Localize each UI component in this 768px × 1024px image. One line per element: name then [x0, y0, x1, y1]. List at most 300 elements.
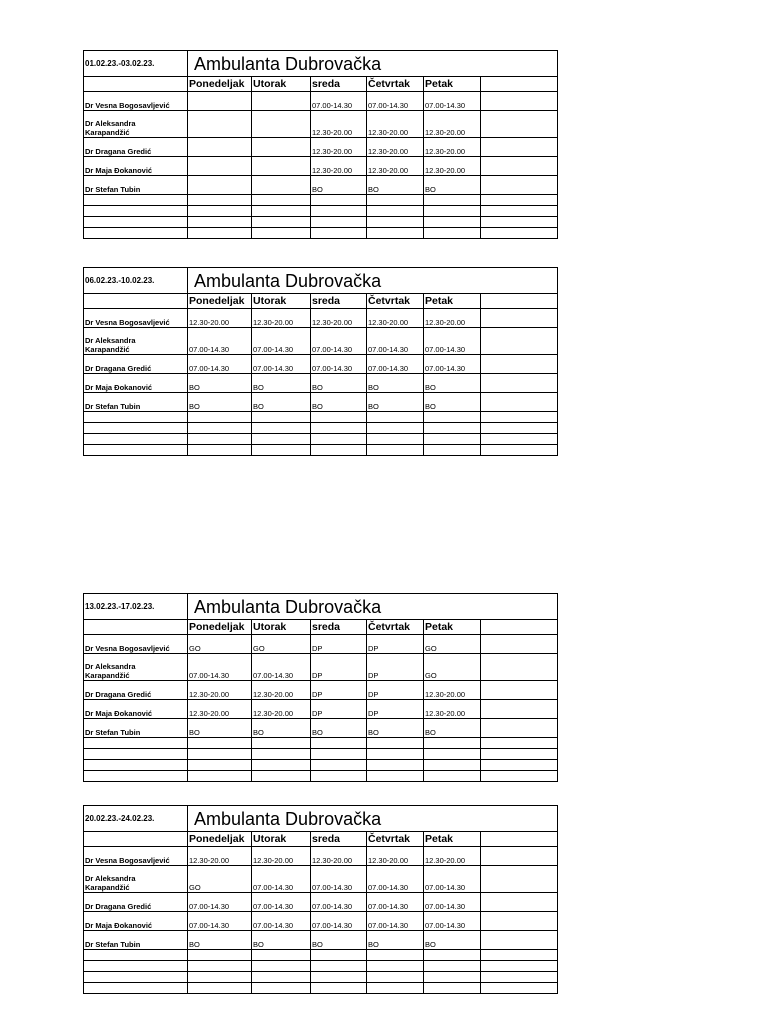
doctor-name [84, 654, 188, 681]
shift-cell: GO [424, 635, 481, 654]
extra-column-cell [481, 931, 558, 950]
doctor-name [84, 719, 188, 738]
empty-cell [311, 412, 367, 423]
empty-cell [252, 950, 311, 961]
doctor-row [84, 92, 558, 111]
empty-cell [252, 206, 311, 217]
doctor-row [84, 931, 558, 950]
date-range: 06.02.23.-10.02.23. [84, 268, 188, 294]
shift-cell: 07.00-14.30 [252, 866, 311, 893]
corner-cell [84, 832, 188, 847]
empty-cell [424, 983, 481, 994]
shift-cell: BO [367, 719, 424, 738]
shift-cell: 12.30-20.00 [252, 309, 311, 328]
shift-cell: 07.00-14.30 [424, 866, 481, 893]
doctor-row [84, 866, 558, 893]
extra-column-cell [481, 635, 558, 654]
extra-column-cell [481, 111, 558, 138]
shift-cell: 12.30-20.00 [367, 309, 424, 328]
date-range: 20.02.23.-24.02.23. [84, 806, 188, 832]
empty-cell [481, 771, 558, 782]
empty-row [84, 771, 558, 782]
doctor-row [84, 157, 558, 176]
extra-column-cell [481, 912, 558, 931]
clinic-title: Ambulanta Dubrovačka [188, 51, 558, 77]
empty-cell [84, 961, 188, 972]
empty-cell [188, 434, 252, 445]
shift-cell: 12.30-20.00 [424, 700, 481, 719]
empty-cell [481, 445, 558, 456]
doctor-row [84, 309, 558, 328]
doctor-name [84, 393, 188, 412]
empty-cell [84, 771, 188, 782]
shift-cell [188, 176, 252, 195]
shift-cell: 12.30-20.00 [252, 700, 311, 719]
shift-cell: BO [367, 931, 424, 950]
doctor-name-line: Dr Stefan Tubin [85, 728, 141, 737]
empty-cell [84, 423, 188, 434]
empty-cell [481, 228, 558, 239]
empty-cell [481, 749, 558, 760]
empty-cell [424, 195, 481, 206]
shift-cell: 12.30-20.00 [311, 157, 367, 176]
shift-cell: 12.30-20.00 [252, 681, 311, 700]
doctor-name [84, 847, 188, 866]
shift-cell: BO [252, 374, 311, 393]
empty-cell [84, 760, 188, 771]
doctor-name [84, 893, 188, 912]
empty-row [84, 228, 558, 239]
empty-cell [188, 771, 252, 782]
shift-cell: BO [367, 176, 424, 195]
day-header: Četvrtak [367, 832, 424, 847]
empty-cell [311, 983, 367, 994]
shift-cell: 07.00-14.30 [424, 355, 481, 374]
shift-cell: 07.00-14.30 [252, 355, 311, 374]
extra-column-cell [481, 654, 558, 681]
extra-column-cell [481, 77, 558, 92]
doctor-name-line: Dr Dragana Gredić [85, 364, 152, 373]
empty-cell [367, 206, 424, 217]
empty-cell [311, 423, 367, 434]
doctor-name [84, 355, 188, 374]
shift-cell: 07.00-14.30 [367, 355, 424, 374]
empty-cell [188, 760, 252, 771]
empty-cell [311, 749, 367, 760]
empty-row [84, 983, 558, 994]
shift-cell: BO [311, 176, 367, 195]
shift-cell: 12.30-20.00 [367, 847, 424, 866]
empty-cell [367, 738, 424, 749]
empty-cell [481, 195, 558, 206]
empty-cell [84, 228, 188, 239]
shift-cell: BO [252, 931, 311, 950]
empty-cell [252, 217, 311, 228]
extra-column-cell [481, 328, 558, 355]
shift-cell: 07.00-14.30 [311, 912, 367, 931]
shift-cell: DP [311, 635, 367, 654]
doctor-row [84, 700, 558, 719]
shift-cell: 12.30-20.00 [188, 681, 252, 700]
shift-cell: 07.00-14.30 [367, 893, 424, 912]
shift-cell: 07.00-14.30 [252, 912, 311, 931]
empty-cell [188, 445, 252, 456]
shift-cell: BO [188, 931, 252, 950]
shift-cell [252, 111, 311, 138]
shift-cell [252, 157, 311, 176]
shift-cell: BO [311, 374, 367, 393]
shift-cell: BO [311, 931, 367, 950]
empty-cell [188, 423, 252, 434]
shift-cell: 12.30-20.00 [424, 309, 481, 328]
empty-cell [424, 445, 481, 456]
shift-cell: BO [252, 393, 311, 412]
day-header: sreda [311, 77, 367, 92]
doctor-name-line: Dr Maja Đokanović [85, 709, 153, 718]
empty-cell [367, 412, 424, 423]
empty-cell [481, 217, 558, 228]
extra-column-cell [481, 681, 558, 700]
empty-cell [424, 228, 481, 239]
day-header: sreda [311, 620, 367, 635]
shift-cell [188, 138, 252, 157]
shift-cell: 07.00-14.30 [367, 92, 424, 111]
day-header: Petak [424, 294, 481, 309]
shift-cell: 12.30-20.00 [188, 847, 252, 866]
shift-cell: 12.30-20.00 [311, 309, 367, 328]
empty-cell [84, 445, 188, 456]
shift-cell: 12.30-20.00 [424, 111, 481, 138]
shift-cell: 12.30-20.00 [424, 157, 481, 176]
shift-cell: 07.00-14.30 [367, 866, 424, 893]
empty-cell [424, 412, 481, 423]
shift-cell: 12.30-20.00 [252, 847, 311, 866]
empty-cell [252, 771, 311, 782]
date-range: 13.02.23.-17.02.23. [84, 594, 188, 620]
empty-cell [424, 749, 481, 760]
empty-cell [252, 195, 311, 206]
shift-cell [252, 176, 311, 195]
empty-cell [424, 738, 481, 749]
extra-column-cell [481, 393, 558, 412]
empty-cell [188, 228, 252, 239]
doctor-name-line: Dr Dragana Gredić [85, 690, 152, 699]
shift-cell: BO [367, 374, 424, 393]
doctor-name-line: Karapandžić [85, 345, 130, 354]
doctor-row [84, 654, 558, 681]
schedule-table-1 [83, 50, 558, 239]
extra-column-cell [481, 138, 558, 157]
empty-cell [188, 412, 252, 423]
empty-cell [481, 961, 558, 972]
shift-cell: BO [188, 719, 252, 738]
doctor-row [84, 681, 558, 700]
shift-cell: DP [367, 654, 424, 681]
empty-cell [367, 760, 424, 771]
empty-row [84, 195, 558, 206]
empty-cell [367, 228, 424, 239]
empty-cell [188, 983, 252, 994]
empty-cell [481, 423, 558, 434]
clinic-title: Ambulanta Dubrovačka [188, 268, 558, 294]
shift-cell: 12.30-20.00 [311, 138, 367, 157]
shift-cell: 12.30-20.00 [188, 700, 252, 719]
day-header: sreda [311, 294, 367, 309]
empty-row [84, 445, 558, 456]
extra-column-cell [481, 866, 558, 893]
shift-cell: BO [424, 374, 481, 393]
empty-cell [252, 434, 311, 445]
empty-cell [252, 749, 311, 760]
extra-column-cell [481, 157, 558, 176]
shift-cell: 07.00-14.30 [188, 893, 252, 912]
doctor-name-line: Dr Vesna Bogosavljević [85, 856, 170, 865]
doctor-name [84, 309, 188, 328]
doctor-name [84, 92, 188, 111]
empty-row [84, 412, 558, 423]
day-header: Utorak [252, 832, 311, 847]
doctor-row [84, 893, 558, 912]
shift-cell: 12.30-20.00 [188, 309, 252, 328]
doctor-name-line: Dr Aleksandra [85, 119, 136, 128]
day-header: Petak [424, 620, 481, 635]
empty-cell [481, 434, 558, 445]
doctor-name-line: Dr Dragana Gredić [85, 902, 152, 911]
empty-row [84, 961, 558, 972]
extra-column-cell [481, 847, 558, 866]
shift-cell: 12.30-20.00 [311, 111, 367, 138]
schedule-table-3 [83, 593, 558, 782]
extra-column-cell [481, 719, 558, 738]
day-header: sreda [311, 832, 367, 847]
doctor-row [84, 111, 558, 138]
empty-cell [84, 195, 188, 206]
shift-cell: 12.30-20.00 [424, 138, 481, 157]
extra-column-cell [481, 620, 558, 635]
date-range: 01.02.23.-03.02.23. [84, 51, 188, 77]
shift-cell: 07.00-14.30 [311, 328, 367, 355]
empty-row [84, 760, 558, 771]
doctor-name-line: Dr Maja Đokanović [85, 166, 153, 175]
empty-cell [481, 972, 558, 983]
extra-column-cell [481, 176, 558, 195]
shift-cell: 07.00-14.30 [252, 328, 311, 355]
doctor-row [84, 719, 558, 738]
empty-cell [311, 217, 367, 228]
empty-cell [188, 738, 252, 749]
empty-row [84, 217, 558, 228]
day-header: Petak [424, 832, 481, 847]
doctor-row [84, 176, 558, 195]
empty-cell [188, 961, 252, 972]
extra-column-cell [481, 700, 558, 719]
doctor-row [84, 635, 558, 654]
shift-cell: 12.30-20.00 [367, 157, 424, 176]
empty-cell [311, 445, 367, 456]
shift-cell: DP [367, 700, 424, 719]
shift-cell: BO [188, 393, 252, 412]
doctor-row [84, 374, 558, 393]
shift-cell: DP [311, 681, 367, 700]
empty-cell [311, 950, 367, 961]
shift-cell: 07.00-14.30 [424, 328, 481, 355]
empty-cell [311, 206, 367, 217]
shift-cell [188, 92, 252, 111]
doctor-name [84, 374, 188, 393]
shift-cell: 07.00-14.30 [367, 328, 424, 355]
day-header: Petak [424, 77, 481, 92]
shift-cell: BO [424, 931, 481, 950]
empty-cell [252, 423, 311, 434]
doctor-row [84, 393, 558, 412]
shift-cell: 07.00-14.30 [367, 912, 424, 931]
extra-column-cell [481, 294, 558, 309]
shift-cell: 07.00-14.30 [252, 654, 311, 681]
empty-cell [84, 983, 188, 994]
doctor-name-line: Dr Aleksandra [85, 336, 136, 345]
empty-cell [252, 760, 311, 771]
extra-column-cell [481, 832, 558, 847]
doctor-name-line: Karapandžić [85, 883, 130, 892]
extra-column-cell [481, 374, 558, 393]
doctor-name [84, 681, 188, 700]
shift-cell: 12.30-20.00 [424, 681, 481, 700]
shift-cell: 07.00-14.30 [424, 912, 481, 931]
doctor-name-line: Karapandžić [85, 671, 130, 680]
shift-cell: 12.30-20.00 [424, 847, 481, 866]
shift-cell [188, 157, 252, 176]
empty-cell [188, 749, 252, 760]
empty-row [84, 423, 558, 434]
doctor-name [84, 138, 188, 157]
shift-cell: 07.00-14.30 [188, 355, 252, 374]
shift-cell [252, 138, 311, 157]
empty-cell [481, 206, 558, 217]
shift-cell [188, 111, 252, 138]
doctor-name [84, 328, 188, 355]
empty-row [84, 749, 558, 760]
empty-cell [84, 749, 188, 760]
empty-cell [481, 760, 558, 771]
doctor-name [84, 700, 188, 719]
doctor-name [84, 635, 188, 654]
day-header: Utorak [252, 294, 311, 309]
doctor-row [84, 328, 558, 355]
empty-cell [481, 738, 558, 749]
shift-cell: GO [188, 866, 252, 893]
corner-cell [84, 620, 188, 635]
doctor-name-line: Dr Stefan Tubin [85, 185, 141, 194]
empty-cell [424, 434, 481, 445]
corner-cell [84, 294, 188, 309]
empty-cell [84, 950, 188, 961]
empty-cell [367, 771, 424, 782]
empty-cell [252, 972, 311, 983]
doctor-row [84, 912, 558, 931]
empty-row [84, 206, 558, 217]
shift-cell: 07.00-14.30 [188, 328, 252, 355]
doctor-name [84, 931, 188, 950]
doctor-name [84, 111, 188, 138]
empty-cell [188, 972, 252, 983]
shift-cell: 07.00-14.30 [311, 355, 367, 374]
empty-cell [367, 445, 424, 456]
shift-cell: 07.00-14.30 [311, 893, 367, 912]
shift-cell: BO [424, 176, 481, 195]
empty-cell [367, 195, 424, 206]
empty-cell [424, 961, 481, 972]
doctor-row [84, 355, 558, 374]
empty-cell [252, 228, 311, 239]
empty-cell [188, 217, 252, 228]
doctor-name-line: Dr Aleksandra [85, 874, 136, 883]
day-header: Utorak [252, 77, 311, 92]
day-header: Utorak [252, 620, 311, 635]
shift-cell: 07.00-14.30 [311, 866, 367, 893]
shift-cell: 12.30-20.00 [367, 138, 424, 157]
shift-cell: GO [424, 654, 481, 681]
shift-cell: 07.00-14.30 [188, 654, 252, 681]
shift-cell: 07.00-14.30 [188, 912, 252, 931]
empty-cell [311, 434, 367, 445]
empty-row [84, 950, 558, 961]
empty-row [84, 434, 558, 445]
day-header: Četvrtak [367, 620, 424, 635]
shift-cell: DP [367, 635, 424, 654]
extra-column-cell [481, 309, 558, 328]
empty-cell [367, 434, 424, 445]
empty-cell [84, 412, 188, 423]
doctor-name-line: Dr Aleksandra [85, 662, 136, 671]
empty-cell [311, 738, 367, 749]
empty-cell [311, 760, 367, 771]
empty-cell [424, 206, 481, 217]
doctor-row [84, 138, 558, 157]
empty-cell [84, 738, 188, 749]
shift-cell: BO [252, 719, 311, 738]
empty-cell [84, 217, 188, 228]
doctor-name-line: Dr Stefan Tubin [85, 402, 141, 411]
empty-cell [424, 972, 481, 983]
shift-cell: GO [188, 635, 252, 654]
empty-cell [481, 950, 558, 961]
shift-cell: 07.00-14.30 [424, 92, 481, 111]
doctor-name-line: Dr Maja Đokanović [85, 921, 153, 930]
empty-cell [367, 983, 424, 994]
day-header: Četvrtak [367, 77, 424, 92]
empty-cell [311, 961, 367, 972]
empty-cell [424, 760, 481, 771]
doctor-name [84, 912, 188, 931]
shift-cell: 12.30-20.00 [367, 111, 424, 138]
shift-cell: 12.30-20.00 [311, 847, 367, 866]
empty-cell [252, 445, 311, 456]
extra-column-cell [481, 355, 558, 374]
shift-cell: 07.00-14.30 [424, 893, 481, 912]
shift-cell: BO [424, 393, 481, 412]
doctor-name-line: Karapandžić [85, 128, 130, 137]
day-header: Četvrtak [367, 294, 424, 309]
doctor-name-line: Dr Maja Đokanović [85, 383, 153, 392]
empty-cell [424, 217, 481, 228]
empty-cell [252, 983, 311, 994]
schedule-table-4 [83, 805, 558, 994]
shift-cell: BO [311, 719, 367, 738]
doctor-name-line: Dr Vesna Bogosavljević [85, 318, 170, 327]
empty-cell [424, 950, 481, 961]
empty-cell [481, 983, 558, 994]
shift-cell: 07.00-14.30 [311, 92, 367, 111]
